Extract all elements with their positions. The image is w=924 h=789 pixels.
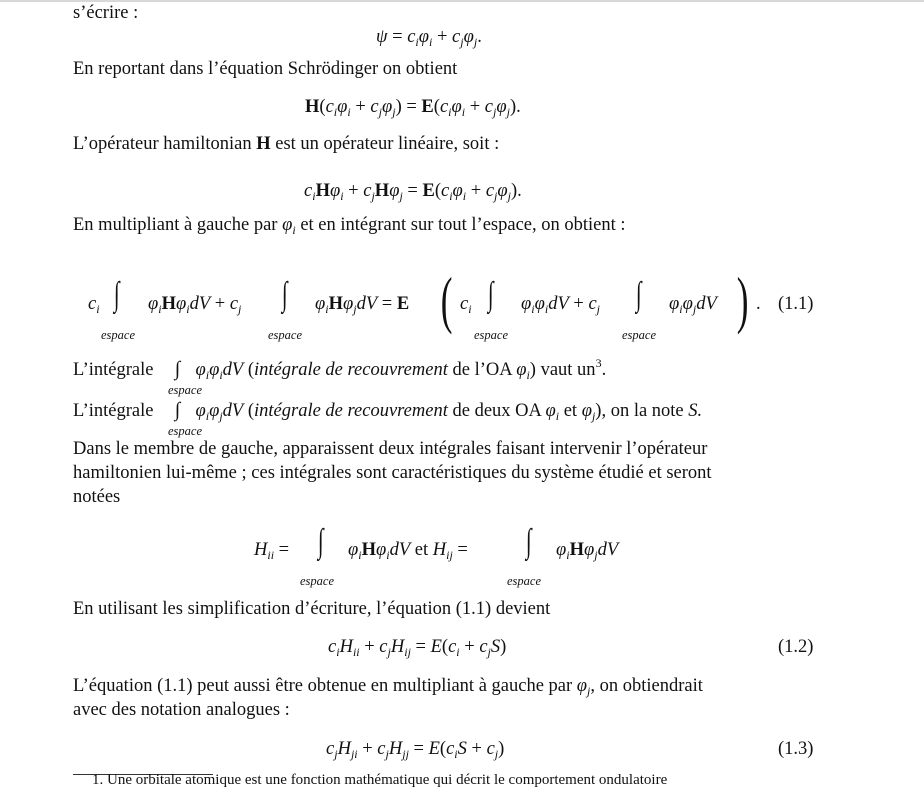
text-line — [73, 598, 550, 620]
paragraph-text: ) vaut un — [529, 360, 596, 380]
text-line — [73, 58, 457, 80]
integral-limit: espace — [507, 574, 542, 588]
italic-term: intégrale de recouvrement — [254, 401, 448, 421]
math-symbol: S — [457, 739, 467, 759]
equation-1-3: $c_jH_{ji} + c_jH_{jj} = E(c_iS + c_j)$ — [326, 739, 505, 761]
paragraph-text: de deux OA — [447, 401, 546, 421]
equation-1-2: $c_iH_{ii} + c_jH_{ij} = E(c_i + c_jS)$ — [328, 637, 507, 659]
text-line — [73, 486, 120, 508]
paragraph-text: , on obtiendrait — [590, 676, 703, 696]
paragraph-text: de l’OA — [447, 360, 517, 380]
paragraph-text: et en intégrant sur tout l’espace, on obtient : — [295, 215, 626, 235]
paragraph-text: En multipliant à gauche par — [73, 215, 283, 235]
text-line — [73, 462, 712, 484]
paragraph-text: En reportant dans l’équation Schrödinger on obtient — [73, 59, 458, 79]
text-line: L’opérateur hamiltonian H est un opérateur linéaire, soit : — [73, 134, 500, 154]
integral-limit: espace — [474, 328, 509, 342]
page-top-border — [0, 0, 924, 2]
paragraph-text: L’opérateur hamiltonian — [73, 134, 257, 154]
paragraph-text: notées — [73, 487, 121, 507]
italic-term: intégrale de recouvrement — [254, 360, 448, 380]
text-line: En multipliant à gauche par $\varphi_i$ et en intégrant sur tout l’espace, on obtient : — [73, 215, 626, 237]
integral-limit: espace — [168, 424, 203, 438]
equation-psi: $\psi = c_i\varphi_i + c_j\varphi_j$. — [376, 27, 482, 49]
equation-linear: $c_iH\varphi_i + c_jH\varphi_j = E(c_i\varphi_i + c_j\varphi_j)$. — [304, 181, 522, 203]
integral-limit: espace — [300, 574, 335, 588]
paragraph-text: est un opérateur linéaire, soit : — [270, 134, 500, 154]
footnote-marker: 3 — [595, 356, 602, 370]
paragraph-text: L’intégrale — [73, 360, 154, 380]
text-line — [73, 438, 707, 460]
equation-number: (1.1) — [778, 294, 814, 314]
text-line-integral-recouvrement: L’intégrale ∫ $\varphi_i\varphi_idV$ (intégrale de recouvrement de l’OA $\varphi_i$) vaut $un^3$. — [73, 356, 607, 382]
big-paren-left: ( — [440, 264, 453, 335]
footnote-text: 1. Une orbitale atomique est une fonction mathématique qui décrit le comportement ondulatoire — [92, 772, 668, 788]
paragraph-text: hamiltonien lui-même ; ces intégrales sont caractéristiques du système étudié et seront — [73, 463, 712, 483]
paragraph-text: s’écrire : — [73, 3, 139, 23]
paragraph-text: ), on la note — [595, 401, 689, 421]
math-symbol: S. — [688, 401, 703, 421]
integral-limit: espace — [622, 328, 657, 342]
integral-limit: espace — [168, 383, 203, 397]
text-line — [73, 699, 290, 721]
math-text: et — [414, 540, 429, 560]
equation-number: (1.3) — [778, 739, 814, 759]
integral-limit: espace — [101, 328, 136, 342]
integral-limit: espace — [268, 328, 303, 342]
math-symbol: S — [490, 637, 501, 657]
big-paren-right: ) — [736, 264, 749, 335]
paragraph-text: L’intégrale — [73, 401, 154, 421]
text-line — [73, 2, 138, 24]
paragraph-text: et — [559, 401, 582, 421]
equation-schrodinger: $H(c_i\varphi_i + c_j\varphi_j) = E(c_i\varphi_i + c_j\varphi_j)$. — [305, 97, 521, 119]
text-line: L’équation (1.1) peut aussi être obtenue en multipliant à gauche par $\varphi_j$, on obtiendrait — [73, 676, 703, 698]
paragraph-text: avec des notation analogues : — [73, 700, 290, 720]
equation-number: (1.2) — [778, 637, 814, 657]
paragraph-text: L’équation (1.1) peut aussi être obtenue en multipliant à gauche par — [73, 676, 577, 696]
paragraph-text: En utilisant les simplification d’écriture, l’équation (1.1) devient — [73, 599, 551, 619]
paragraph-text: Dans le membre de gauche, apparaissent deux intégrales faisant intervenir l’opérateur — [73, 439, 708, 459]
text-line-integral-S: L’intégrale ∫ $\varphi_i\varphi_jdV$ (intégrale de recouvrement de deux OA $\varphi_i$ et $\varphi_j$), on la note S. — [73, 399, 703, 423]
